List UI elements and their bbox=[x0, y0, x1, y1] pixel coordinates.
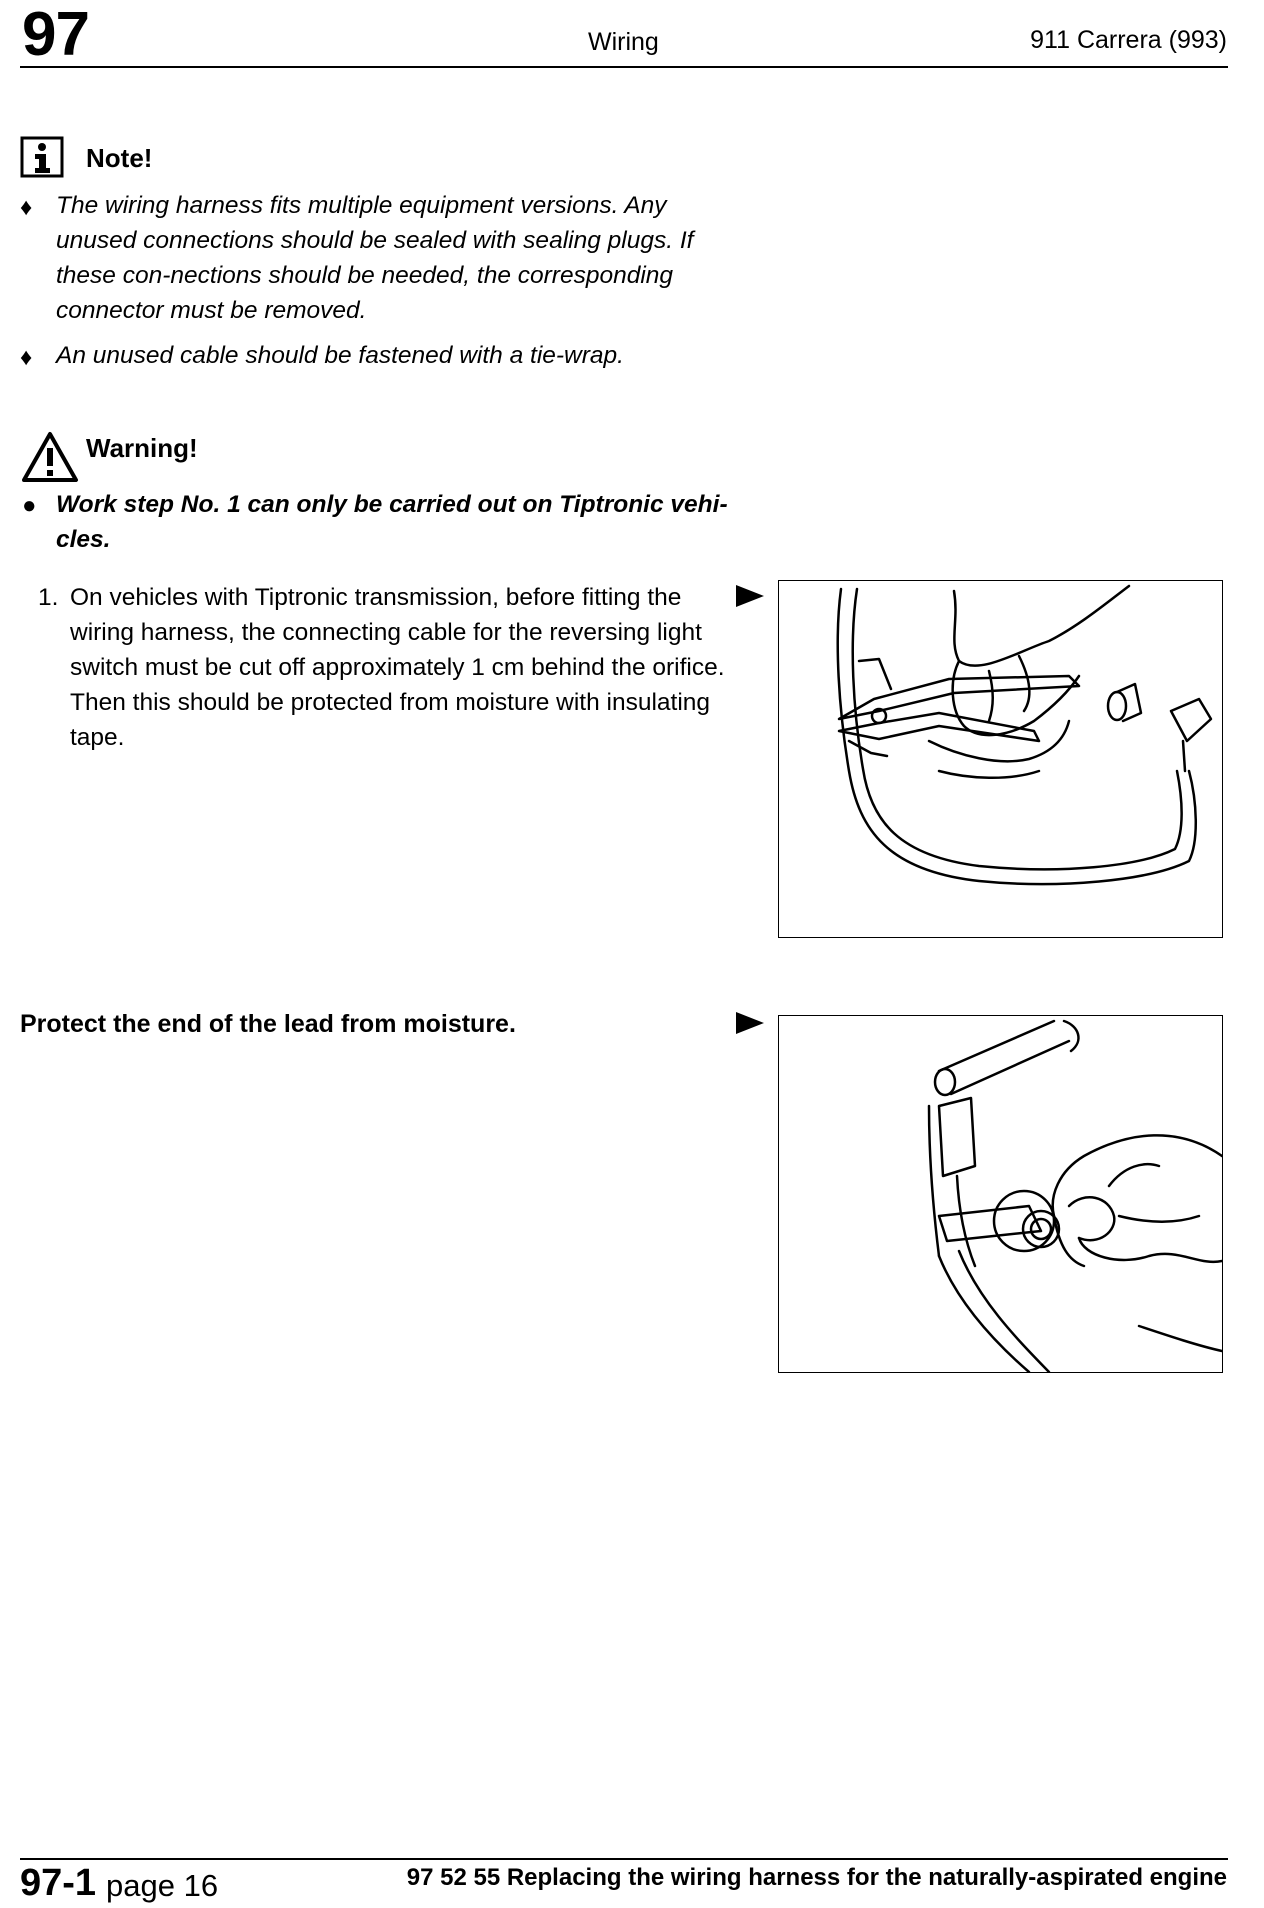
header-rule bbox=[20, 66, 1228, 68]
note-bullet-2: An unused cable should be fastened with a tie-wrap. bbox=[56, 342, 624, 369]
page-group-number: 97-1 bbox=[20, 1862, 97, 1904]
footer-rule bbox=[20, 1858, 1228, 1860]
note-title: Note! bbox=[86, 143, 153, 173]
page-number: page 16 bbox=[106, 1868, 219, 1903]
warning-triangle-icon bbox=[20, 430, 80, 485]
instruction-text: Protect the end of the lead from moisture. bbox=[20, 1010, 516, 1038]
model-title: 911 Carrera (993) bbox=[1030, 26, 1227, 54]
info-icon bbox=[20, 136, 64, 178]
chapter-number: 97 bbox=[22, 0, 89, 69]
step-text: On vehicles with Tiptronic transmission, before fitting the wiring harness, the connecting cable for the reversing light switch must be cut off approximately 1 cm behind the orifice. Then this should be protected from moisture with insulating tape. bbox=[70, 584, 725, 751]
diamond-bullet-icon: ♦ bbox=[20, 194, 33, 221]
section-title: Wiring bbox=[588, 28, 659, 56]
figure-pointer-arrow-icon bbox=[736, 585, 764, 607]
figure-pointer-arrow-icon bbox=[736, 1012, 764, 1034]
footer-title: 97 52 55 Replacing the wiring harness for the naturally-aspirated engine bbox=[406, 1864, 1227, 1891]
warning-title: Warning! bbox=[86, 433, 198, 463]
diamond-bullet-icon: ♦ bbox=[20, 344, 33, 371]
step-number: 1. bbox=[38, 584, 59, 611]
warning-text: Work step No. 1 can only be carried out on Tiptronic vehi-cles. bbox=[56, 491, 728, 553]
taping-cable-illustration bbox=[778, 1015, 1223, 1373]
bullet-dot-icon: ● bbox=[22, 492, 37, 519]
note-bullet-1: The wiring harness fits multiple equipment versions. Any unused connections should be sealed with sealing plugs. If these con-nections should be needed, the corresponding connector must be removed. bbox=[56, 192, 694, 324]
cutting-cable-illustration bbox=[778, 580, 1223, 938]
